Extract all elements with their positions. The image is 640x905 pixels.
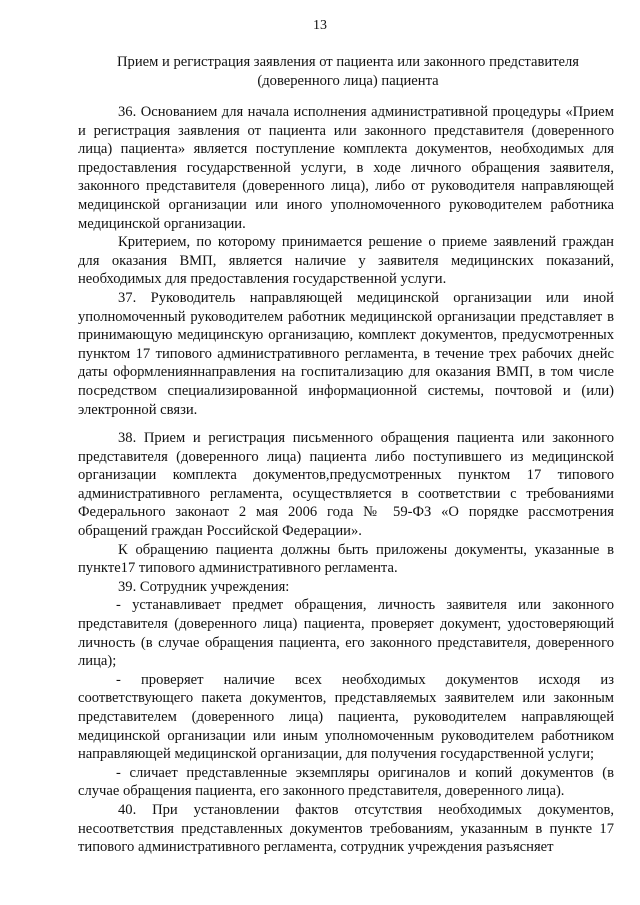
- paragraph-37: 37. Руководитель направляющей медицинской организации или иной уполномоченный руководителем работник медицинской организации представляет в принимающую медицинскую организацию, комплект документов, предусмотренных пунктом 17 типового административного регламента, в течение трех рабочих днейс даты оформленияннаправления на госпитализацию для оказания ВМП, в том числе посредством специализированной информационной системы, почтовой и (или) электронной связи.: [78, 289, 614, 418]
- paragraph-attachments: К обращению пациента должны быть приложены документы, указанные в пункте17 типового административного регламента.: [78, 541, 614, 577]
- page-number: 13: [313, 18, 327, 33]
- paragraph-36: 36. Основанием для начала исполнения административной процедуры «Прием и регистрация заявления от пациента или законного представителя (доверенного лица) пациента» является поступление комплекта документов, необходимых для предоставления государственной услуги, в ходе личного обращения заявителя, законного представителя (доверенного лица), либо от руководителя направляющей медицинской организации или иного уполномоченного руководителем работника медицинской организации.: [78, 104, 614, 232]
- paragraph-38: 38. Прием и регистрация письменного обращения пациента или законного представителя (доверенного лица) пациента либо поступившего из медицинской организации комплекта документов,предусмотренных пунктом 17 типового административного регламента, осуществляется в соответствии с требованиями Федерального законаот 2 мая 2006 года № 59-ФЗ «О порядке рассмотрения обращений граждан Российской Федерации».: [78, 430, 614, 540]
- section-title: [88, 53, 608, 91]
- paragraph-39: 39. Сотрудник учреждения:: [118, 578, 290, 595]
- list-item-identity-check: - устанавливает предмет обращения, личность заявителя или законного представителя (доверенного лица) пациента, проверяет документ, удостоверяющий личность (в случае обращения пациента, его законного представителя, доверенного лица);: [78, 597, 614, 670]
- section-title-line-2: (доверенного лица) пациента: [257, 73, 439, 89]
- section-title-line-1: Прием и регистрация заявления от пациента или законного представителя: [116, 54, 580, 70]
- paragraph-criterion: Критерием, по которому принимается решение о приеме заявлений граждан для оказания ВМП, является наличие у заявителя медицинских показаний, необходимых для предоставления государственной услуги.: [78, 234, 614, 288]
- paragraph-40: 40. При установлении фактов отсутствия необходимых документов, несоответствия представленных документов требованиям, указанным в пункте 17 типового административного регламента, сотрудник учреждения разъясняет: [78, 801, 614, 856]
- list-item-documents-check: - проверяет наличие всех необходимых документов исходя из соответствующего пакета документов, представляемых заявителем или законным представителем (доверенного лица) пациента, руководителем направляющей медицинской организации или иным уполномоченным руководителем работником направляющей медицинской организации, для получения государственной услуги;: [78, 671, 614, 763]
- list-item-copies-check: - сличает представленные экземпляры оригиналов и копий документов (в случае обращения пациента, его законного представителя, доверенного лица).: [78, 764, 614, 800]
- document-body: [78, 103, 614, 857]
